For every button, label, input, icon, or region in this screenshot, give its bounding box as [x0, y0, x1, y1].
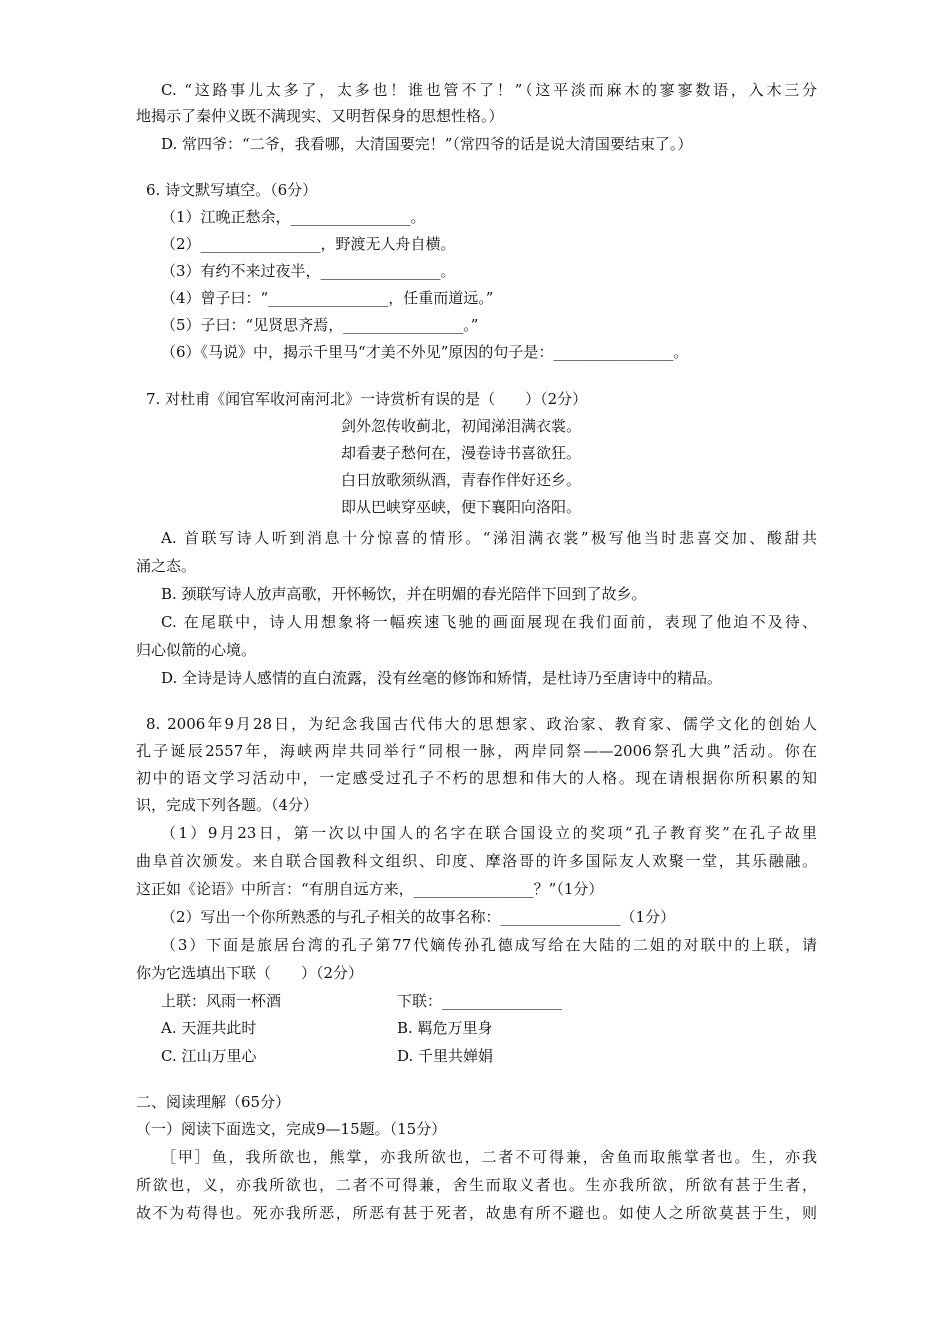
- q8-option-c: C. 江山万里心: [161, 1047, 257, 1065]
- q8-para-line2: 孔子诞辰2557年，海峡两岸共同举行“同根一脉，两岸同祭——2006祭孔大典”活动。你在: [136, 742, 817, 760]
- q5-option-c-line2: 地揭示了秦仲义既不满现实、又明哲保身的思想性格。）: [136, 107, 504, 125]
- q8-option-a: A. 天涯共此时: [161, 1019, 257, 1037]
- q7-option-c-line2: 归心似箭的心境。: [136, 641, 257, 659]
- q6-item-4: （4）曾子曰：“________________，任重而道远。”: [161, 289, 494, 307]
- q6-item-5: （5）子曰：“见贤思齐焉，________________。”: [161, 316, 479, 334]
- q8-option-d: D. 千里共婵娟: [397, 1047, 494, 1065]
- couplet-upper: 上联：风雨一杯酒: [161, 992, 282, 1010]
- q8-sub3-line2: 你为它选填出下联（ ）（2分）: [136, 964, 364, 982]
- q7-poem-line-2: 却看妻子愁何在，漫卷诗书喜欲狂。: [341, 444, 582, 462]
- reading-text-line3: 故不为苟得也。死亦我所恶，所恶有甚于死者，故患有所不避也。如使人之所欲莫甚于生，则: [136, 1204, 817, 1222]
- reading-text-line1: ［甲］鱼，我所欲也，熊掌，亦我所欲也，二者不可得兼，舍鱼而取熊掌者也。生，亦我: [161, 1148, 817, 1166]
- section-2-title: 二、阅读理解（65分）: [136, 1093, 291, 1111]
- q6-stem: 6. 诗文默写填空。（6分）: [146, 181, 318, 199]
- q6-item-6: （6）《马说》中，揭示千里马“才美不外见”原因的句子是：________________。: [161, 343, 689, 361]
- q7-option-c-line1: C. 在尾联中，诗人用想象将一幅疾速飞驰的画面展现在我们面前，表现了他迫不及待、: [161, 613, 817, 631]
- q7-option-d: D. 全诗是诗人感情的直白流露，没有丝毫的修饰和矫情，是杜诗乃至唐诗中的精品。: [161, 669, 723, 687]
- q8-para-line4: 识，完成下列各题。（4分）: [136, 796, 319, 814]
- q5-option-c-line1: C. “这路事儿太多了，太多也！谁也管不了！”（这平淡而麻木的寥寥数语，入木三分: [161, 81, 817, 99]
- q6-item-3: （3）有约不来过夜半，________________。: [161, 262, 456, 280]
- q6-item-1: （1）江晚正愁余，________________。: [161, 208, 426, 226]
- q7-poem-line-4: 即从巴峡穿巫峡，便下襄阳向洛阳。: [341, 498, 582, 516]
- q7-option-b: B. 颈联写诗人放声高歌，开怀畅饮，并在明媚的春光陪伴下回到了故乡。: [161, 585, 647, 603]
- section-2-subtitle: （一）阅读下面选文，完成9—15题。（15分）: [136, 1120, 447, 1138]
- q5-option-d: D. 常四爷：“二爷，我看哪，大清国要完！”（常四爷的话是说大清国要结束了。）: [161, 135, 693, 153]
- q7-option-a-line1: A. 首联写诗人听到消息十分惊喜的情形。“涕泪满衣裳”极写他当时悲喜交加、酸甜共: [161, 529, 817, 547]
- q8-sub2: （2）写出一个你所熟悉的与孔子相关的故事名称：________________（1分）: [161, 908, 676, 926]
- q8-sub3-line1: （3）下面是旅居台湾的孔子第77代嫡传孙孔德成写给在大陆的二姐的对联中的上联，请: [161, 936, 817, 954]
- q8-para-line1: 8. 2006年9月28日，为纪念我国古代伟大的思想家、政治家、教育家、儒学文化的创始人: [146, 715, 817, 733]
- q7-stem: 7. 对杜甫《闻官军收河南河北》一诗赏析有误的是（ ）（2分）: [146, 390, 588, 408]
- q6-item-2: （2）________________，野渡无人舟自横。: [161, 235, 456, 253]
- q8-para-line3: 初中的语文学习活动中，一定感受过孔子不朽的思想和伟大的人格。现在请根据你所积累的知: [136, 769, 817, 787]
- couplet-lower: 下联：________________: [397, 992, 563, 1010]
- q8-sub1-line1: （1）9月23日，第一次以中国人的名字在联合国设立的奖项“孔子教育奖”在孔子故里: [161, 824, 817, 842]
- reading-text-line2: 所欲也，义，亦我所欲也，二者不可得兼，舍生而取义者也。生亦我所欲，所欲有甚于生者，: [136, 1176, 817, 1194]
- q7-poem-line-3: 白日放歌须纵酒，青春作伴好还乡。: [341, 471, 582, 489]
- q8-option-b: B. 羁危万里身: [397, 1019, 493, 1037]
- q8-sub1-line3: 这正如《论语》中所言：“有朋自远方来，________________？”（1分）: [136, 880, 604, 898]
- q8-sub1-line2: 曲阜首次颁发。来自联合国教科文组织、印度、摩洛哥的许多国际友人欢聚一堂，其乐融融。: [136, 852, 817, 870]
- q7-option-a-line2: 涌之态。: [136, 557, 197, 575]
- q7-poem-line-1: 剑外忽传收蓟北，初闻涕泪满衣裳。: [341, 417, 582, 435]
